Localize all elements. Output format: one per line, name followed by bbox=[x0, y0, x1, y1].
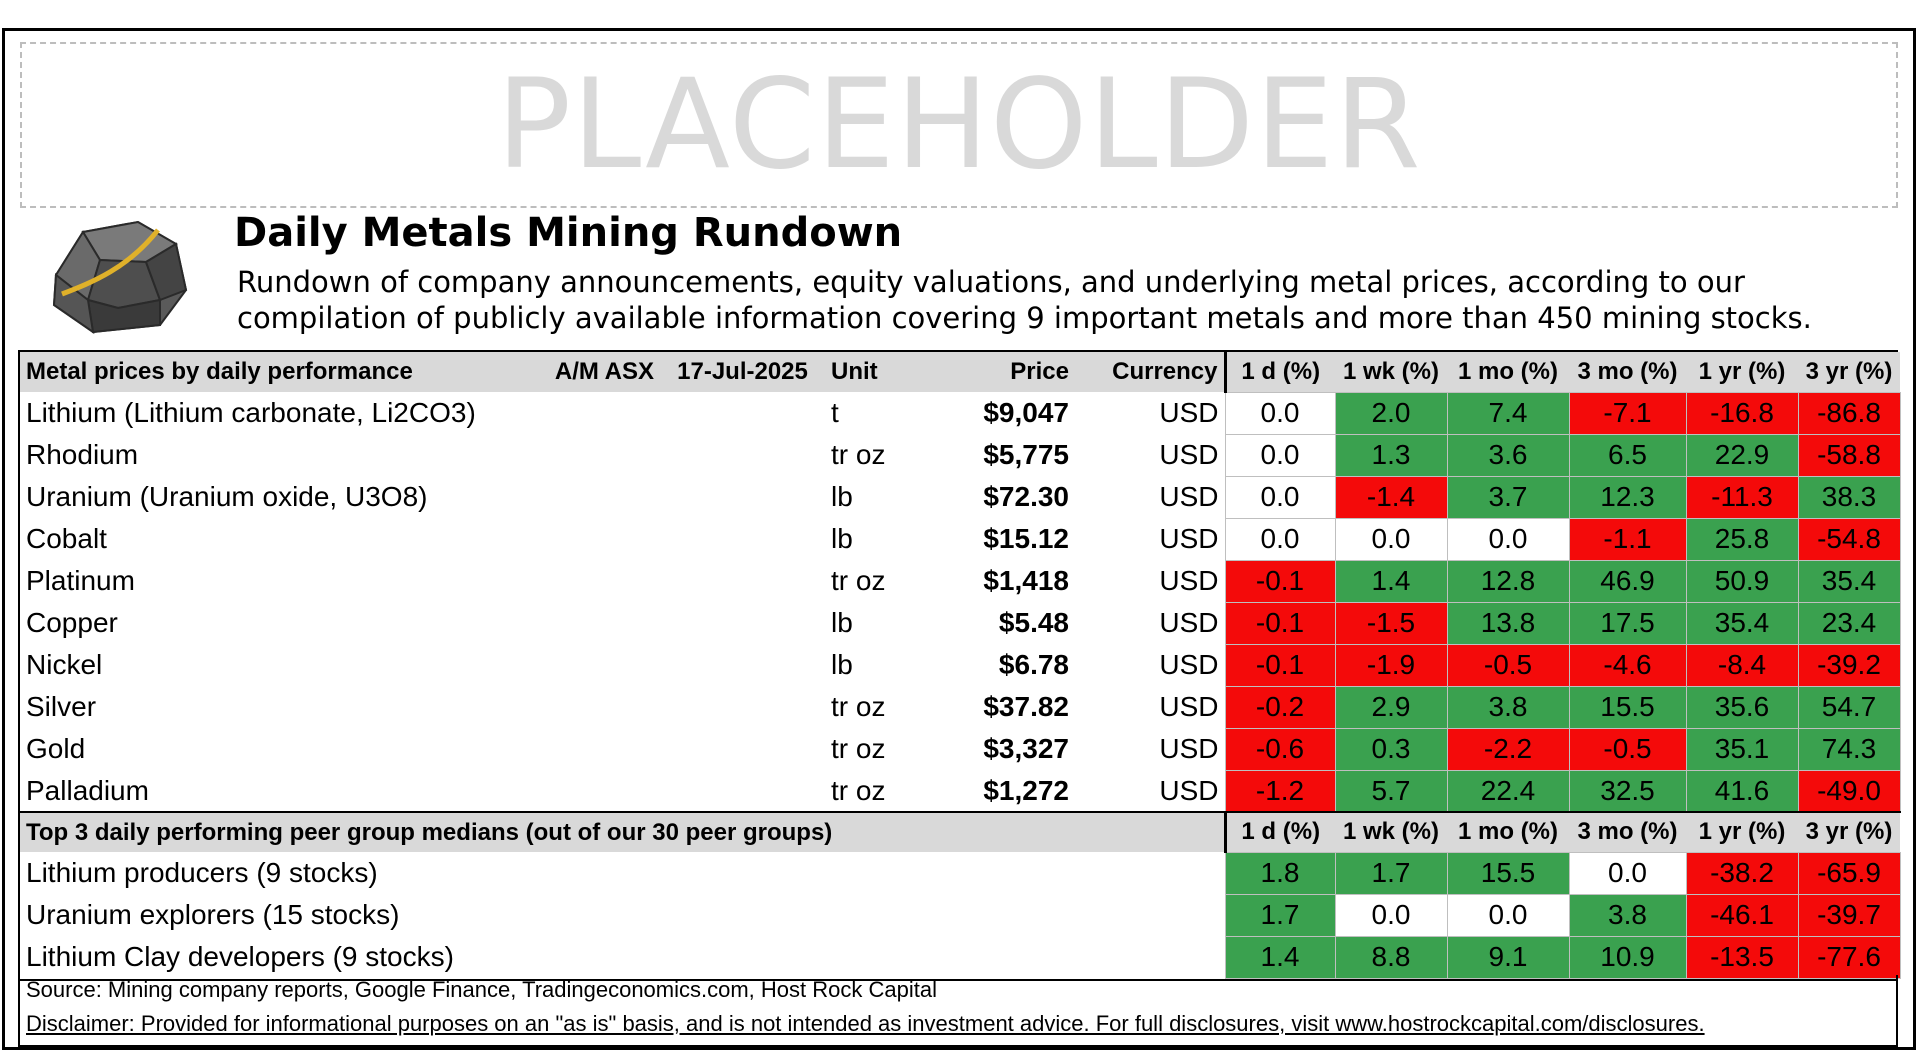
metal-currency: USD bbox=[1159, 733, 1219, 764]
peer-heading: Top 3 daily performing peer group medians (out of our 30 peer groups) bbox=[20, 812, 1225, 852]
change-cell: 3.7 bbox=[1447, 476, 1569, 518]
change-cell: -1.9 bbox=[1335, 644, 1447, 686]
change-cell: 1.4 bbox=[1225, 936, 1335, 978]
peer-header-row bbox=[20, 812, 1900, 852]
peer-group-name: Lithium Clay developers (9 stocks) bbox=[26, 941, 454, 972]
peer-group-name: Uranium explorers (15 stocks) bbox=[26, 899, 400, 930]
change-cell: 38.3 bbox=[1798, 476, 1900, 518]
period-header: 1 d (%) bbox=[1225, 352, 1335, 392]
unit-header: Unit bbox=[825, 352, 917, 392]
change-cell: 50.9 bbox=[1686, 560, 1798, 602]
change-cell: 0.0 bbox=[1225, 392, 1335, 434]
currency-header: Currency bbox=[1075, 352, 1225, 392]
change-cell: 0.3 bbox=[1335, 728, 1447, 770]
metal-row bbox=[20, 434, 1900, 476]
change-cell: 6.5 bbox=[1569, 434, 1686, 476]
metal-name: Gold bbox=[26, 733, 86, 764]
change-cell: -0.5 bbox=[1447, 644, 1569, 686]
metal-currency: USD bbox=[1159, 397, 1219, 428]
change-cell: -0.6 bbox=[1225, 728, 1335, 770]
period-header: 1 wk (%) bbox=[1335, 812, 1447, 852]
change-cell: 13.8 bbox=[1447, 602, 1569, 644]
banner-placeholder bbox=[20, 42, 1898, 208]
change-cell: 35.1 bbox=[1686, 728, 1798, 770]
change-cell: -38.2 bbox=[1686, 852, 1798, 894]
change-cell: 1.8 bbox=[1225, 852, 1335, 894]
change-cell: 23.4 bbox=[1798, 602, 1900, 644]
page-subtitle: Rundown of company announcements, equity valuations, and underlying metal prices, according to our compilation of publicly available information covering 9 important metals and more than 450 mining stocks. bbox=[237, 265, 1812, 335]
metal-price: $72.30 bbox=[983, 481, 1069, 512]
change-cell: 32.5 bbox=[1569, 770, 1686, 812]
metal-unit: lb bbox=[831, 481, 853, 512]
change-cell: 0.0 bbox=[1447, 894, 1569, 936]
metal-name: Nickel bbox=[26, 649, 103, 680]
peer-group-row bbox=[20, 852, 1900, 894]
metal-currency: USD bbox=[1159, 481, 1219, 512]
change-cell: 46.9 bbox=[1569, 560, 1686, 602]
change-cell: 0.0 bbox=[1225, 518, 1335, 560]
metal-price: $15.12 bbox=[983, 523, 1069, 554]
change-cell: -49.0 bbox=[1798, 770, 1900, 812]
source-note: Source: Mining company reports, Google Finance, Tradingeconomics.com, Host Rock Capital bbox=[26, 977, 937, 1002]
change-cell: 12.3 bbox=[1569, 476, 1686, 518]
session-label: A/M ASX bbox=[500, 352, 660, 392]
change-cell: 35.4 bbox=[1686, 602, 1798, 644]
change-cell: -86.8 bbox=[1798, 392, 1900, 434]
change-cell: 17.5 bbox=[1569, 602, 1686, 644]
metal-price: $5,775 bbox=[983, 439, 1069, 470]
metal-row bbox=[20, 644, 1900, 686]
period-header: 3 mo (%) bbox=[1569, 352, 1686, 392]
change-cell: 9.1 bbox=[1447, 936, 1569, 978]
change-cell: 0.0 bbox=[1225, 476, 1335, 518]
change-cell: 0.0 bbox=[1335, 518, 1447, 560]
change-cell: 2.0 bbox=[1335, 392, 1447, 434]
metals-heading: Metal prices by daily performance bbox=[20, 352, 500, 392]
change-cell: 35.4 bbox=[1798, 560, 1900, 602]
change-cell: -1.1 bbox=[1569, 518, 1686, 560]
metal-unit: tr oz bbox=[831, 774, 886, 806]
change-cell: -13.5 bbox=[1686, 936, 1798, 978]
change-cell: 74.3 bbox=[1798, 728, 1900, 770]
metal-name: Rhodium bbox=[26, 439, 139, 470]
change-cell: -46.1 bbox=[1686, 894, 1798, 936]
metal-price: $1,272 bbox=[983, 774, 1069, 806]
change-cell: -39.7 bbox=[1798, 894, 1900, 936]
metal-price: $5.48 bbox=[998, 607, 1069, 638]
metal-row bbox=[20, 770, 1900, 812]
change-cell: 1.3 bbox=[1335, 434, 1447, 476]
change-cell: 12.8 bbox=[1447, 560, 1569, 602]
metal-name: Palladium bbox=[26, 774, 149, 806]
change-cell: 41.6 bbox=[1686, 770, 1798, 812]
change-cell: 22.9 bbox=[1686, 434, 1798, 476]
disclaimer-link[interactable]: Disclaimer: Provided for informational purposes on an "as is" basis, and is not intended as investment advice. For full disclosures, visit www.hostrockcapital.com/disclosures. bbox=[26, 1011, 1705, 1036]
metal-unit: lb bbox=[831, 649, 853, 680]
date-label: 17-Jul-2025 bbox=[660, 352, 825, 392]
metal-name: Cobalt bbox=[26, 523, 107, 554]
period-header: 1 d (%) bbox=[1225, 812, 1335, 852]
change-cell: -2.2 bbox=[1447, 728, 1569, 770]
metal-currency: USD bbox=[1159, 565, 1219, 596]
metal-unit: lb bbox=[831, 523, 853, 554]
peer-group-row bbox=[20, 894, 1900, 936]
footer bbox=[18, 975, 1898, 1047]
change-cell: -0.1 bbox=[1225, 560, 1335, 602]
metal-price: $6.78 bbox=[998, 649, 1069, 680]
rundown-table bbox=[18, 350, 1898, 981]
change-cell: -8.4 bbox=[1686, 644, 1798, 686]
change-cell: -77.6 bbox=[1798, 936, 1900, 978]
change-cell: -54.8 bbox=[1798, 518, 1900, 560]
change-cell: -58.8 bbox=[1798, 434, 1900, 476]
change-cell: -0.1 bbox=[1225, 602, 1335, 644]
change-cell: 0.0 bbox=[1225, 434, 1335, 476]
change-cell: 35.6 bbox=[1686, 686, 1798, 728]
metal-row bbox=[20, 392, 1900, 434]
change-cell: -16.8 bbox=[1686, 392, 1798, 434]
metal-row bbox=[20, 518, 1900, 560]
metal-row bbox=[20, 560, 1900, 602]
change-cell: -4.6 bbox=[1569, 644, 1686, 686]
period-header: 3 mo (%) bbox=[1569, 812, 1686, 852]
change-cell: 3.8 bbox=[1569, 894, 1686, 936]
change-cell: 2.9 bbox=[1335, 686, 1447, 728]
metal-currency: USD bbox=[1159, 649, 1219, 680]
metal-row bbox=[20, 476, 1900, 518]
change-cell: 3.6 bbox=[1447, 434, 1569, 476]
change-cell: 0.0 bbox=[1569, 852, 1686, 894]
metal-unit: t bbox=[831, 397, 839, 428]
metal-row bbox=[20, 686, 1900, 728]
metal-unit: tr oz bbox=[831, 691, 886, 722]
metal-unit: tr oz bbox=[831, 439, 886, 470]
metal-name: Silver bbox=[26, 691, 97, 722]
metal-unit: tr oz bbox=[831, 565, 886, 596]
change-cell: 7.4 bbox=[1447, 392, 1569, 434]
change-cell: 10.9 bbox=[1569, 936, 1686, 978]
metal-name: Platinum bbox=[26, 565, 135, 596]
change-cell: -0.1 bbox=[1225, 644, 1335, 686]
period-header: 1 mo (%) bbox=[1447, 352, 1569, 392]
metal-price: $3,327 bbox=[983, 733, 1069, 764]
metal-unit: tr oz bbox=[831, 733, 886, 764]
metal-name: Lithium (Lithium carbonate, Li2CO3) bbox=[26, 397, 476, 428]
page-title: Daily Metals Mining Rundown bbox=[234, 210, 903, 256]
change-cell: -1.2 bbox=[1225, 770, 1335, 812]
change-cell: -1.4 bbox=[1335, 476, 1447, 518]
peer-group-row bbox=[20, 936, 1900, 978]
change-cell: 15.5 bbox=[1569, 686, 1686, 728]
change-cell: -0.2 bbox=[1225, 686, 1335, 728]
change-cell: -7.1 bbox=[1569, 392, 1686, 434]
metal-unit: lb bbox=[831, 607, 853, 638]
change-cell: 1.7 bbox=[1335, 852, 1447, 894]
change-cell: -1.5 bbox=[1335, 602, 1447, 644]
metal-name: Copper bbox=[26, 607, 118, 638]
change-cell: 0.0 bbox=[1335, 894, 1447, 936]
change-cell: -11.3 bbox=[1686, 476, 1798, 518]
period-header: 3 yr (%) bbox=[1798, 812, 1900, 852]
placeholder-text: PLACEHOLDER bbox=[496, 53, 1422, 197]
change-cell: 8.8 bbox=[1335, 936, 1447, 978]
metal-currency: USD bbox=[1159, 774, 1219, 806]
metal-row bbox=[20, 602, 1900, 644]
metal-currency: USD bbox=[1159, 439, 1219, 470]
change-cell: 3.8 bbox=[1447, 686, 1569, 728]
change-cell: 1.4 bbox=[1335, 560, 1447, 602]
ore-rock-icon bbox=[48, 220, 193, 335]
change-cell: 0.0 bbox=[1447, 518, 1569, 560]
change-cell: 15.5 bbox=[1447, 852, 1569, 894]
metals-header-row bbox=[20, 352, 1900, 392]
change-cell: -39.2 bbox=[1798, 644, 1900, 686]
change-cell: 5.7 bbox=[1335, 770, 1447, 812]
change-cell: -65.9 bbox=[1798, 852, 1900, 894]
metal-price: $9,047 bbox=[983, 397, 1069, 428]
period-header: 1 mo (%) bbox=[1447, 812, 1569, 852]
metal-price: $37.82 bbox=[983, 691, 1069, 722]
metal-row bbox=[20, 728, 1900, 770]
change-cell: 22.4 bbox=[1447, 770, 1569, 812]
price-header: Price bbox=[917, 352, 1075, 392]
metal-name: Uranium (Uranium oxide, U3O8) bbox=[26, 481, 428, 512]
peer-group-name: Lithium producers (9 stocks) bbox=[26, 857, 378, 888]
metal-price: $1,418 bbox=[983, 565, 1069, 596]
period-header: 1 yr (%) bbox=[1686, 812, 1798, 852]
metal-currency: USD bbox=[1159, 523, 1219, 554]
change-cell: -0.5 bbox=[1569, 728, 1686, 770]
change-cell: 54.7 bbox=[1798, 686, 1900, 728]
change-cell: 25.8 bbox=[1686, 518, 1798, 560]
period-header: 1 yr (%) bbox=[1686, 352, 1798, 392]
metal-currency: USD bbox=[1159, 607, 1219, 638]
period-header: 3 yr (%) bbox=[1798, 352, 1900, 392]
metal-currency: USD bbox=[1159, 691, 1219, 722]
period-header: 1 wk (%) bbox=[1335, 352, 1447, 392]
change-cell: 1.7 bbox=[1225, 894, 1335, 936]
